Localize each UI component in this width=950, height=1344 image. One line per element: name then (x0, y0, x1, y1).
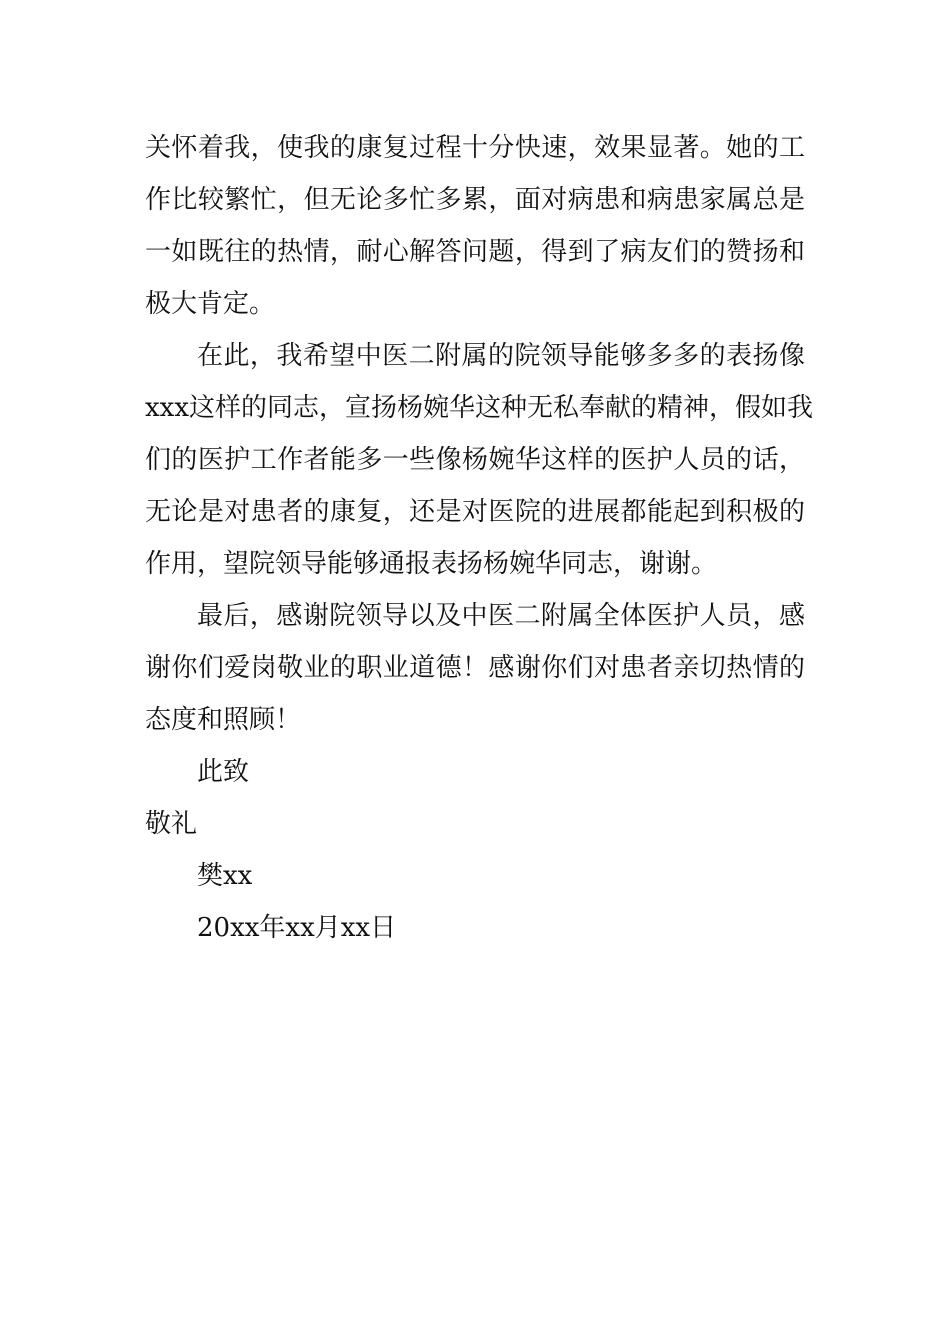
signature: 樊xx (197, 861, 253, 891)
text-line: 作比较繁忙，但无论多忙多累，面对病患和病患家属总是 (145, 185, 805, 215)
text-line: 极大肯定。 (145, 289, 276, 319)
paragraph-3 (145, 590, 805, 746)
closing-greeting: 此致 (197, 757, 250, 787)
letter-body (145, 122, 813, 954)
paragraph-2 (145, 330, 813, 590)
text-line: 一如既往的热情，耐心解答问题，得到了病友们的赞扬和 (145, 237, 805, 267)
text-line: 作用，望院领导能够通报表扬杨婉华同志，谢谢。 (145, 549, 718, 579)
paragraph-1 (145, 122, 805, 330)
salute: 敬礼 (145, 809, 198, 839)
text-line: 在此，我希望中医二附属的院领导能够多多的表扬像 (197, 341, 805, 371)
text-line: 态度和照顾！ (145, 705, 302, 735)
text-line: xxx这样的同志，宣扬杨婉华这种无私奉献的精神，假如我 (145, 393, 813, 423)
text-line: 最后，感谢院领导以及中医二附属全体医护人员，感 (197, 601, 805, 631)
text-line: 关怀着我，使我的康复过程十分快速，效果显著。她的工 (145, 133, 805, 163)
text-line: 无论是对患者的康复，还是对医院的进展都能起到积极的 (145, 497, 805, 527)
text-line: 们的医护工作者能多一些像杨婉华这样的医护人员的话， (145, 445, 805, 475)
text-line: 谢你们爱岗敬业的职业道德！感谢你们对患者亲切热情的 (145, 653, 805, 683)
letter-date: 20xx年xx月xx日 (197, 913, 397, 943)
